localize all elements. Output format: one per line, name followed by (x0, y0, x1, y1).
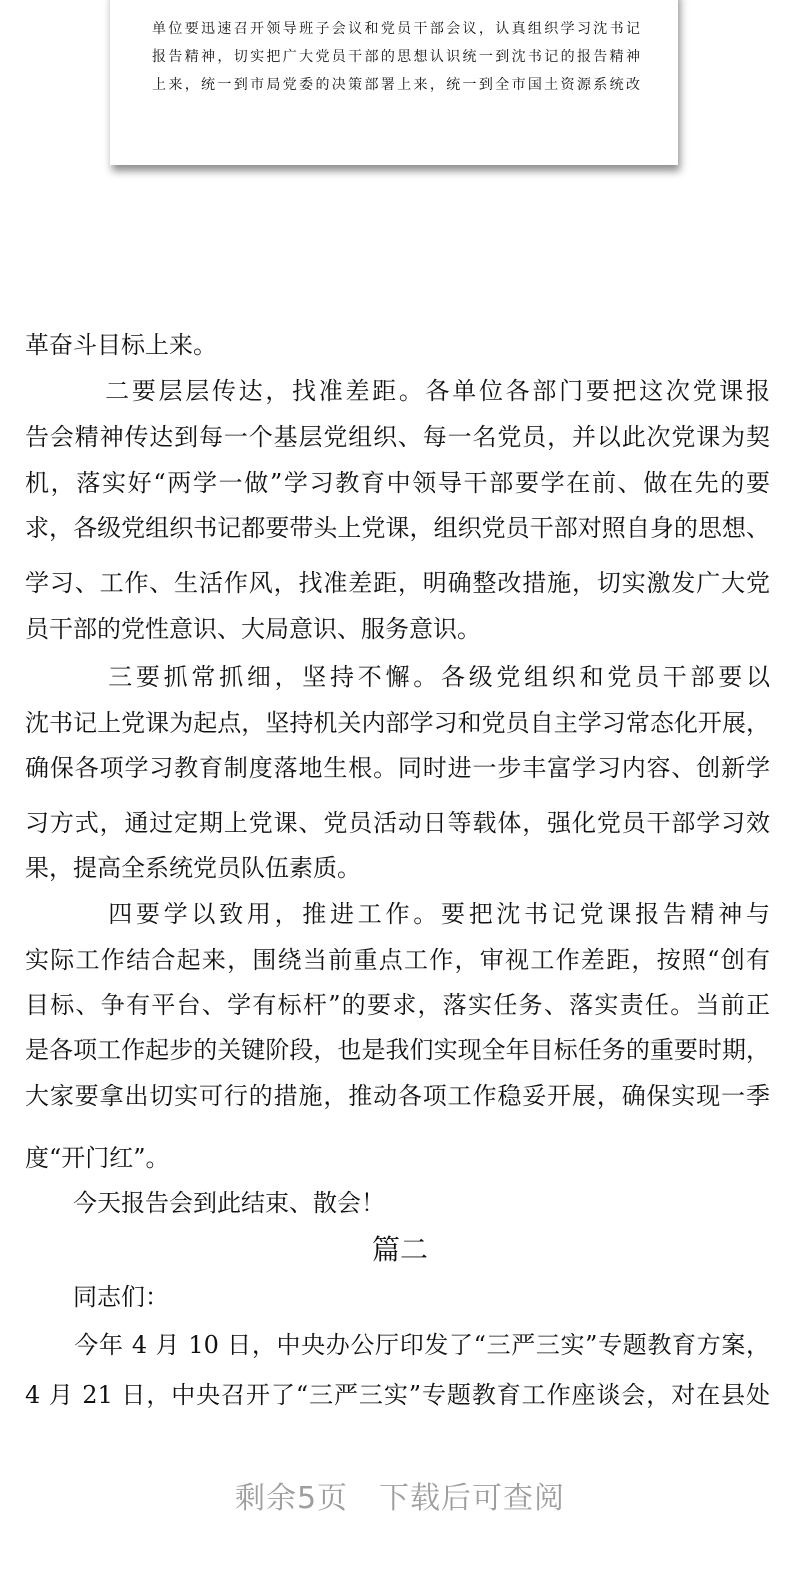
body-line: 员干部的党性意识、大局意识、服务意识。 (25, 615, 481, 643)
body-line: 二要层层传达，找准差距。各单位各部门要把这次党课报 (25, 377, 770, 405)
body-line: 大家要拿出切实可行的措施，推动各项工作稳妥开展，确保实现一季 (25, 1082, 770, 1110)
body-line: 机，落实好“两学一做”学习教育中领导干部要学在前、做在先的要 (25, 469, 770, 497)
section-title: 篇二 (371, 1233, 428, 1266)
body-line: 四要学以致用，推进工作。要把沈书记党课报告精神与 (25, 900, 770, 928)
body-line: 4 月 21 日，中央召开了“三严三实”专题教育工作座谈会，对在县处 (25, 1381, 770, 1409)
body-line: 沈书记上党课为起点，坚持机关内部学习和党员自主学习常态化开展， (25, 709, 770, 737)
body-line: 是各项工作起步的关键阶段，也是我们实现全年目标任务的重要时期， (25, 1036, 770, 1064)
body-line: 革奋斗目标上来。 (25, 331, 217, 359)
body-line: 目标、争有平台、学有标杆”的要求，落实任务、落实责任。当前正 (25, 991, 770, 1019)
body-line: 度“开门红”。 (25, 1144, 170, 1172)
body-line: 今天报告会到此结束、散会！ (25, 1189, 385, 1217)
body-line: 三要抓常抓细，坚持不懈。各级党组织和党员干部要以 (25, 663, 770, 691)
body-line: 习方式，通过定期上党课、党员活动日等载体，强化党员干部学习效 (25, 809, 770, 837)
body-line: 实际工作结合起来，围绕当前重点工作，审视工作差距，按照“创有 (25, 946, 770, 974)
preview-line: 单位要迅速召开领导班子会议和党员干部会议，认真组织学习沈书记 (152, 21, 640, 37)
body-line: 同志们： (25, 1283, 169, 1311)
body-line: 告会精神传达到每一个基层党组织、每一名党员，并以此次党课为契 (25, 423, 770, 451)
remaining-pages-notice[interactable]: 剩余5页 下载后可查阅 (234, 1481, 566, 1516)
document-preview-card (110, 0, 678, 165)
body-line: 确保各项学习教育制度落地生根。同时进一步丰富学习内容、创新学 (25, 754, 770, 782)
body-line: 学习、工作、生活作风，找准差距，明确整改措施，切实激发广大党 (25, 569, 770, 597)
body-line: 果，提高全系统党员队伍素质。 (25, 854, 361, 882)
preview-line: 上来，统一到市局党委的决策部署上来，统一到全市国土资源系统改 (152, 77, 640, 93)
body-line: 求，各级党组织书记都要带头上党课，组织党员干部对照自身的思想、 (25, 514, 770, 542)
body-line: 今年 4 月 10 日，中央办公厅印发了“三严三实”专题教育方案， (25, 1331, 770, 1359)
preview-line: 报告精神，切实把广大党员干部的思想认识统一到沈书记的报告精神 (152, 49, 640, 65)
